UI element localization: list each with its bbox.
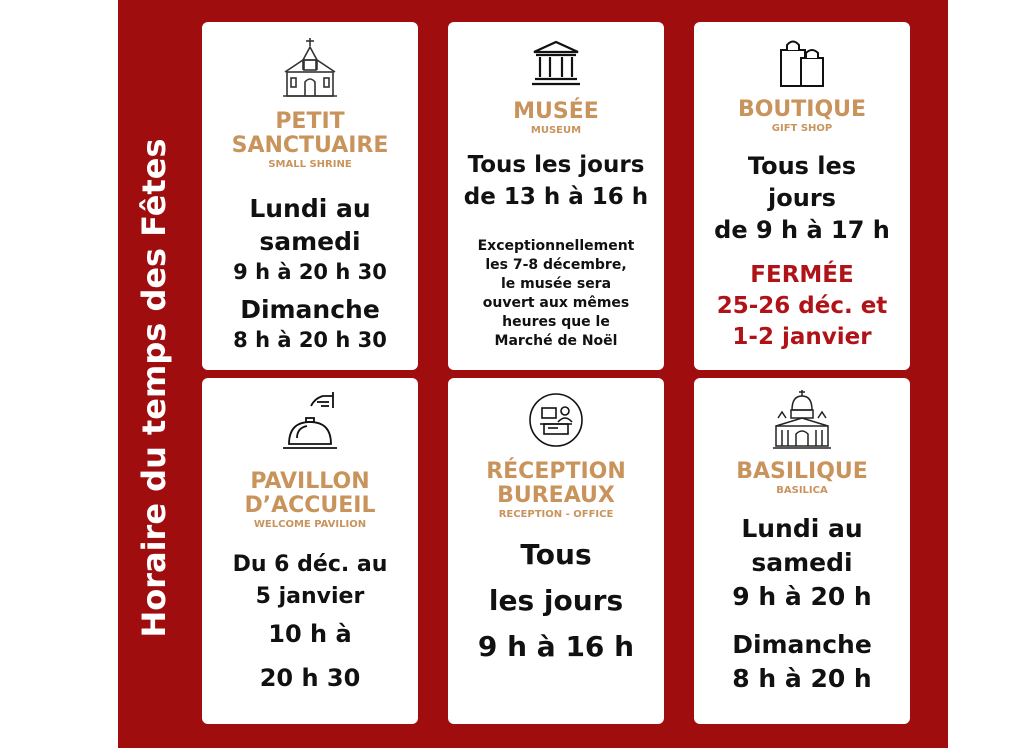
hours-line: samedi bbox=[259, 227, 361, 256]
hours-line: Lundi au bbox=[249, 194, 371, 223]
hours-line: Tous les jours bbox=[467, 152, 645, 178]
hours-line: Tous bbox=[520, 538, 592, 571]
hours-line: Dimanche bbox=[240, 295, 380, 324]
card-name-line: PETIT bbox=[275, 109, 345, 134]
chapel-icon bbox=[281, 36, 339, 98]
card-subtitle: RECEPTION - OFFICE bbox=[498, 509, 614, 520]
hours-line: 9 h à 16 h bbox=[477, 630, 635, 663]
hours-line: 8 h à 20 h 30 bbox=[233, 328, 387, 352]
shopping-bags-icon bbox=[777, 36, 827, 88]
note-line: les 7-8 décembre, bbox=[485, 257, 627, 273]
museum-building-icon bbox=[531, 40, 581, 86]
card-gift-shop bbox=[694, 22, 910, 370]
reception-desk-icon bbox=[528, 392, 584, 448]
note-line: heures que le bbox=[502, 314, 610, 330]
card-subtitle: BASILICA bbox=[776, 485, 828, 496]
hours-line: 8 h à 20 h bbox=[732, 664, 872, 693]
hours-line: Lundi au bbox=[741, 514, 863, 543]
hours-line: 20 h 30 bbox=[259, 664, 361, 692]
note-line: Exceptionnellement bbox=[477, 238, 635, 254]
hours-line: Du 6 déc. au bbox=[232, 552, 388, 577]
note-line: Marché de Noël bbox=[494, 333, 618, 349]
hours-line: 9 h à 20 h 30 bbox=[233, 260, 387, 284]
hours-line: Dimanche bbox=[732, 630, 872, 659]
card-subtitle: GIFT SHOP bbox=[771, 123, 833, 134]
hours-line: Tous les bbox=[747, 152, 857, 180]
card-small-shrine bbox=[202, 22, 418, 370]
card-name-line: PAVILLON bbox=[250, 469, 370, 494]
card-museum bbox=[448, 22, 664, 370]
closed-line: 1-2 janvier bbox=[732, 324, 872, 350]
hours-line: samedi bbox=[751, 548, 853, 577]
hours-line: les jours bbox=[488, 584, 624, 617]
card-subtitle: WELCOME PAVILION bbox=[253, 519, 367, 530]
closed-line: FERMÉE bbox=[750, 262, 854, 288]
card-name-line: BOUTIQUE bbox=[737, 97, 867, 122]
card-name-line: BASILIQUE bbox=[736, 459, 868, 484]
card-subtitle: MUSEUM bbox=[530, 125, 582, 136]
hours-line: de 13 h à 16 h bbox=[463, 184, 649, 210]
hours-line: 10 h à bbox=[268, 620, 352, 648]
hours-line: de 9 h à 17 h bbox=[714, 216, 890, 244]
hours-line: 9 h à 20 h bbox=[732, 582, 872, 611]
card-name-line: BUREAUX bbox=[497, 483, 615, 508]
card-name-line: MUSÉE bbox=[513, 99, 599, 124]
note-line: ouvert aux mêmes bbox=[482, 295, 630, 311]
card-basilica bbox=[694, 378, 910, 724]
basilica-icon bbox=[772, 388, 832, 450]
hours-line: 5 janvier bbox=[255, 584, 365, 609]
card-name-line: D’ACCUEIL bbox=[244, 493, 376, 518]
service-bell-icon bbox=[277, 390, 343, 452]
closed-line: 25-26 déc. et bbox=[716, 293, 888, 319]
hours-line: jours bbox=[768, 184, 836, 212]
card-name-line: SANCTUAIRE bbox=[231, 133, 389, 158]
card-reception-office bbox=[448, 378, 664, 724]
card-name-line: RÉCEPTION bbox=[486, 459, 626, 484]
page-title: Horaire du temps des Fêtes bbox=[135, 138, 173, 638]
card-welcome-pavilion bbox=[202, 378, 418, 724]
note-line: le musée sera bbox=[500, 276, 612, 292]
card-subtitle: SMALL SHRINE bbox=[268, 159, 352, 170]
